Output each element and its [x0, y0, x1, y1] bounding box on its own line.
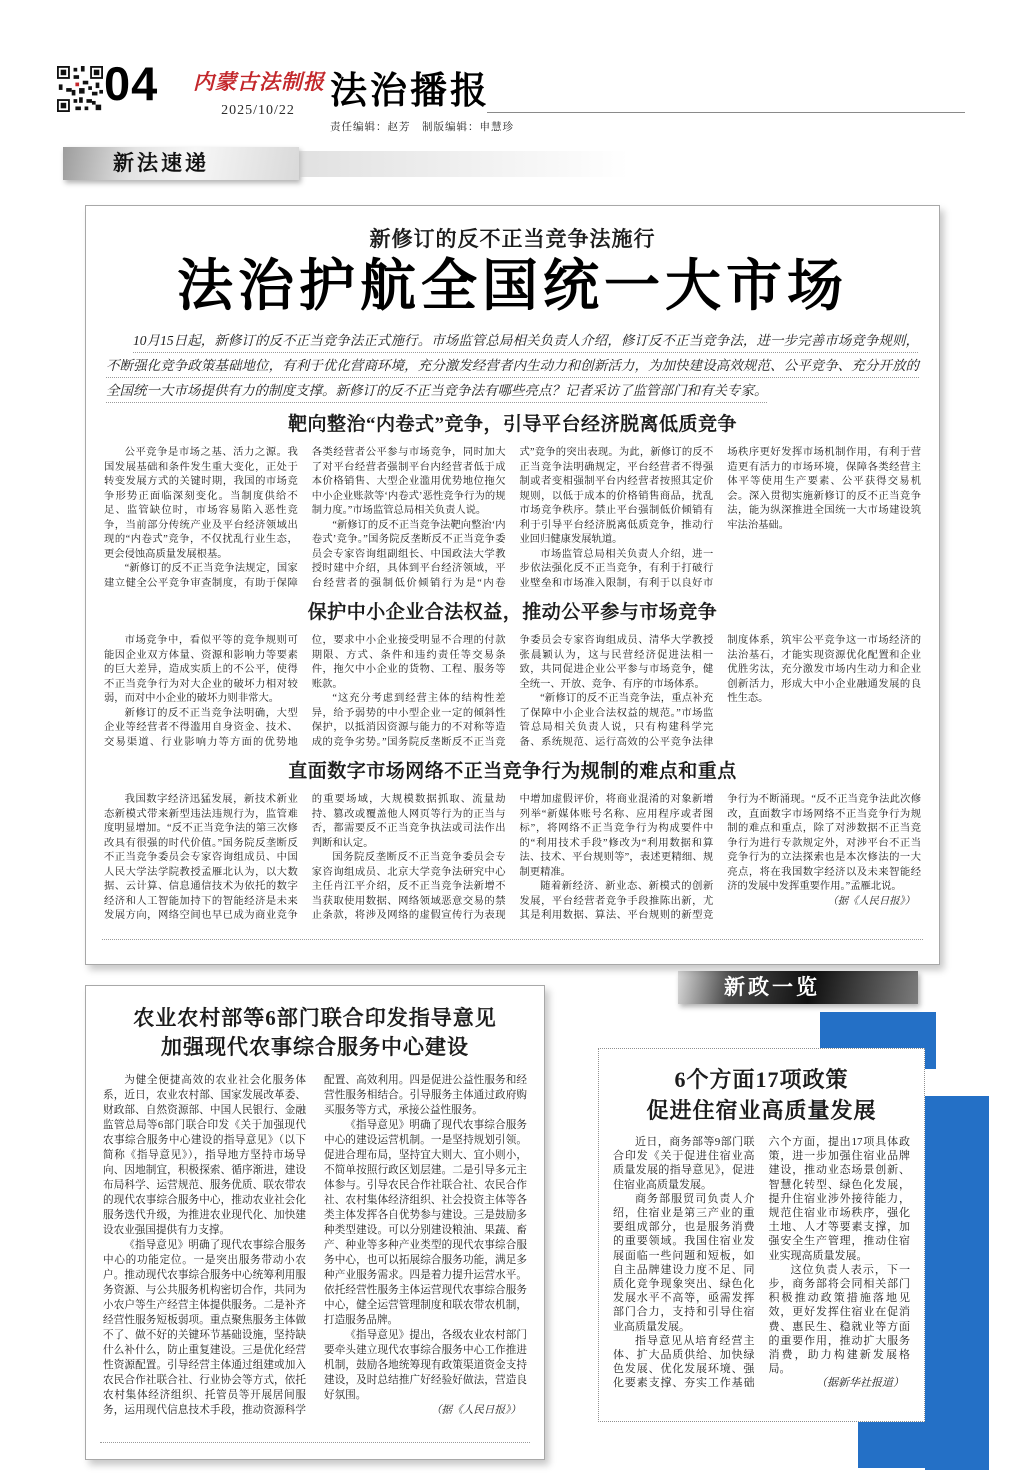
issue-date: 2025/10/22	[221, 103, 295, 118]
page-number: 04	[104, 57, 159, 110]
body-paragraph: 指导意见从培育经营主体、扩大品质供给、加快绿色发展、优化发展环境、强化要素支撑、夯实工作基础六个方面，提出17项具体政策，进一步加强住宿业品牌建设，推动业态场景创新、智慧化转型、绿色化发展，提升住宿业涉外接待能力，规范住宿业市场秩序，强化土地、人才等要素支撑，加强安全生产管理，推动住宿业实现高质量发展。	[613, 1136, 910, 1390]
column-label-text: 新法速递	[113, 151, 209, 175]
body-paragraph: 市场监管总局相关负责人介绍，进一步依法强化反不正当竞争，有利于打破行业壁垒和市场准入限制，有利于以良好市场秩序更好发挥市场机制作用，有利于营造更有活力的市场环境，保障各类经营主体平等使用生产要素、公平获得交易机会。深入贯彻实施新修订的反不正当竞争法，能为纵深推进全国统一大市场建设筑牢法治基础。	[519, 447, 921, 589]
article-headline: 法治护航全国统一大市场	[177, 256, 848, 318]
body-paragraph: 为健全便捷高效的农业社会化服务体系，近日，农业农村部、国家发展改革委、财政部、自然资源部、中国人民银行、金融监管总局等6部门联合印发《关于加强现代农事综合服务中心建设的指导意见》（以下简称《指导意见》），指导地方坚持市场导向、因地制宜，积极探索、循序渐进，建设布局科学、运营规范、服务优质、联农带农的现代农事综合服务中心，推动农业社会化服务迭代升级，为推进农业现代化、加快建设农业强国提供有力支撑。	[103, 1075, 306, 1236]
body-paragraph: 这位负责人表示，下一步，商务部将会同相关部门积极推动政策措施落地见效，更好发挥住宿业在促消费、惠民生、稳就业等方面的重要作用，推动扩大服务消费，助力构建新发展格局。	[768, 1263, 910, 1376]
masthead-block	[193, 66, 323, 119]
body-paragraph: 《指导意见》明确了现代农事综合服务中心的建设运营机制。一是坚持规划引领。促进合理布局，坚持宜大则大、宜小则小，不简单按照行政区划层建。二是引导多元主体参与。引导农民合作社联合社、农民合作社、农村集体经济组织、社会投资主体等各类主体发挥各自优势参与建设。三是鼓励多种类型建设。可以分别建设粮油、果蔬、畜产、种业等多种产业类型的现代农事综合服务中心，也可以拓展综合服务功能，满足多种产业服务需求。四是着力提升运营水平。依托经营性服务主体运营现代农事综合服务中心，健全运营管理制度和联农带农机制，打造服务品牌。	[324, 1120, 527, 1326]
section-header	[330, 60, 514, 134]
section-body-3	[104, 793, 921, 924]
hotel-body	[613, 1135, 910, 1391]
agriculture-article-box	[85, 985, 545, 1460]
agriculture-headline-line1: 农业农村部等6部门联合印发指导意见	[133, 1006, 497, 1030]
body-paragraph: 近日，商务部等9部门联合印发《关于促进住宿业高质量发展的指导意见》，促进住宿业高质量发展。	[613, 1136, 755, 1191]
hotel-article-card	[598, 1048, 925, 1422]
source-attribution: （据新华社报道）	[816, 1377, 904, 1390]
agriculture-body	[103, 1073, 527, 1418]
body-paragraph: “新修订的反不正当竞争法，重点补充了保障中小企业合法权益的规范。”市场监管总局相关负责人说，只有构建科学完备、系统规范、运行高效的公平竞争法律制度体系，筑牢公平竞争这一市场经济的法治基石，才能实现资源优化配置和企业优胜劣汰，充分激发市场内生动力和企业创新活力，形成大中小企业融通发展的良性生态。	[519, 635, 921, 748]
body-paragraph: 我国数字经济迅猛发展，新技术新业态新模式带来新型违法违规行为，监管难度明显增加。“反不正当竞争法的第三次修改具有很强的时代价值。”国务院反垄断反不正当竞争委员会专家咨询组成员、中国人民大学法学院教授孟雁北认为，以大数据、云计算、信息通信技术为依托的数字经济和人工智能加持下的智能经济是未来发展方向，网络空间也早已成为商业竞争的重要场域，大规模数据抓取、流量劫持、篡改或覆盖他人网页等行为的正当与否，都需要反不正当竞争执法或司法作出判断和认定。	[104, 794, 506, 921]
header-rule	[487, 112, 965, 113]
column-label-new-policy	[678, 971, 918, 1004]
article-kicker: 新修订的反不正当竞争法施行	[369, 227, 656, 251]
qr-code-icon	[57, 66, 103, 112]
body-paragraph: 市场竞争中，看似平等的竞争规则可能因企业双方体量、资源和影响力等要素的巨大差异，造成实质上的不公平，使得不正当竞争行为对大企业的破坏力相对较弱，而对中小企业的破坏力则非常大。	[104, 635, 298, 704]
body-paragraph: “新修订的反不正当竞争法规定，国家建立健全公平竞争审查制度，有助于保障各类经营者公平参与市场竞争，同时加大了对平台经营者强制平台内经营者低于成本价格销售、大型企业滥用优势地位拖欠中小企业账款等‘内卷式’恶性竞争行为的规制力度。”市场监管总局相关负责人说。	[104, 447, 506, 589]
body-paragraph: 国务院反垄断反不正当竞争委员会专家咨询组成员、北京大学竞争法研究中心主任肖江平介绍，反不正当竞争法新增不当获取使用数据、网络领域恶意交易的禁止条款，将涉及网络的虚假宣传行为表现中增加虚假评价，将商业混淆的对象新增列举“新媒体账号名称、应用程序或者图标”，将网络不正当竞争行为构成要件中的“利用技术手段”修改为“利用数据和算法、技术、平台规则等”，表述更精细、规制更精准。	[311, 794, 714, 921]
column-label-new-law	[63, 147, 299, 180]
source-attribution: （据《人民日报》）	[827, 895, 915, 907]
body-paragraph: 随着新经济、新业态、新模式的创新发展，平台经营者竞争手段推陈出新，尤其是利用数据、算法、平台规则的新型竞争行为不断涌现。“反不正当竞争法此次修改，直面数字市场网络不正当竞争行为规制的难点和重点，除了对涉数据不正当竞争行为进行专款规定外，对涉平台不正当竞争行为的立法探索也是本次修法的一大亮点，将在我国数字经济以及未来智能经济的发展中发挥重要作用。”孟雁北说。	[519, 794, 921, 921]
page-section-title: 法治播报	[330, 71, 490, 112]
body-paragraph: 公平竞争是市场之基、活力之源。我国发展基础和条件发生重大变化，正处于转变发展方式的关键时期，我国的市场竞争形势正面临深刻变化。当制度供给不足、监管缺位时，市场容易陷入恶性竞争，当前部分传统产业及平台经济领域出现的“内卷式”竞争，不仅扰乱行业生态，更会侵蚀高质量发展根基。	[104, 447, 298, 560]
newspaper-name: 内蒙古法制报	[193, 70, 325, 94]
section-heading-2: 保护中小企业合法权益，推动公平参与市场竞争	[307, 602, 718, 623]
section-heading-3: 直面数字市场网络不正当竞争行为规制的难点和重点	[288, 761, 737, 782]
source-attribution: （据《人民日报》）	[430, 1405, 521, 1416]
agriculture-headline-line2: 加强现代农事综合服务中心建设	[161, 1035, 469, 1059]
section-body-1	[104, 446, 921, 591]
column-label-text: 新政一览	[724, 975, 820, 999]
section-heading-1: 靶向整治“内卷式”竞争，引导平台经济脱离低质竞争	[287, 414, 737, 435]
body-paragraph: “这充分考虑到经营主体的结构性差异，给予弱势的中小型企业一定的倾斜性保护，以抵消因资源与能力的不对称等造成的竞争劣势。”国务院反垄断反不正当竞争委员会专家咨询组成员、清华大学教授张晨颖认为，这与民营经济促进法相一致，共同促进企业公平参与市场竞争，健全统一、开放、竞争、有序的市场体系。	[311, 635, 714, 748]
body-paragraph: 《指导意见》提出，各级农业农村部门要牵头建立现代农事综合服务中心工作推进机制，鼓励各地统筹现有政策渠道资金支持建设，及时总结推广好经验好做法，营造良好氛围。	[324, 1330, 527, 1401]
article-intro: 10月15日起，新修订的反不正当竞争法正式施行。市场监管总局相关负责人介绍，修订反不正当竞争法，进一步完善市场竞争规则，不断强化竞争政策基础地位，有利于优化营商环境，充分激发经营者内生动力和创新活力，为加快建设高效规范、公平竞争、充分开放的全国统一大市场提供有力的制度支撑。新修订的反不正当竞争法有哪些亮点？记者采访了监管部门和有关专家。	[106, 333, 919, 398]
body-paragraph: 新修订的反不正当竞争法明确，大型企业等经营者不得滥用自身资金、技术、交易渠道、行业影响力等方面的优势地位，要求中小企业接受明显不合理的付款期限、方式、条件和违约责任等交易条件，拖欠中小企业的货物、工程、服务等账款。	[104, 635, 506, 748]
hotel-headline-line2: 促进住宿业高质量发展	[646, 1098, 877, 1123]
body-paragraph: “新修订的反不正当竞争法靶向整治‘内卷式’竞争。”国务院反垄断反不正当竞争委员会专家咨询组副组长、中国政法大学教授时建中介绍，具体到平台经济领域，平台经营者的强制低价倾销行为是“内卷式”竞争的突出表现。为此，新修订的反不正当竞争法明确规定，平台经营者不得强制或者变相强制平台内经营者按照其定价规则，以低于成本的价格销售商品，扰乱市场竞争秩序。禁止平台强制低价倾销有利于引导平台经济脱离低质竞争，推动行业回归健康发展轨道。	[311, 447, 714, 589]
editors-credit: 责任编辑：赵芳 制版编辑：申慧珍	[330, 122, 514, 133]
main-article-box	[85, 205, 940, 965]
body-paragraph: 商务部服贸司负责人介绍，住宿业是第三产业的重要组成部分，也是服务消费的重要领域。我国住宿业发展面临一些问题和短板，如自主品牌建设力度不足、同质化竞争现象突出、绿色化发展水平不高等，亟需发挥部门合力，支持和引导住宿业高质量发展。	[613, 1192, 755, 1333]
section-body-2	[104, 634, 921, 750]
hotel-headline-line1: 6个方面17项政策	[674, 1067, 849, 1092]
body-paragraph: 《指导意见》明确了现代农事综合服务中心的功能定位。一是突出服务带动小农户。推动现代农事综合服务中心统筹利用服务资源、与公共服务机构密切合作，共同为小农户等生产经营主体提供服务。二是补齐经营性服务短板弱项。重点聚焦服务主体做不了、做不好的关键环节基础设施，坚持缺什么补什么，防止重复建设。三是优化经营性资源配置。引导经营主体通过组建或加入农民合作社联合社、行业协会等方式，依托农村集体经济组织、托管员等开展居间服务，运用现代信息技术手段，推动资源科学配置、高效利用。四是促进公益性服务和经营性服务相结合。引导服务主体通过政府购买服务等方式，承接公益性服务。	[103, 1075, 527, 1416]
